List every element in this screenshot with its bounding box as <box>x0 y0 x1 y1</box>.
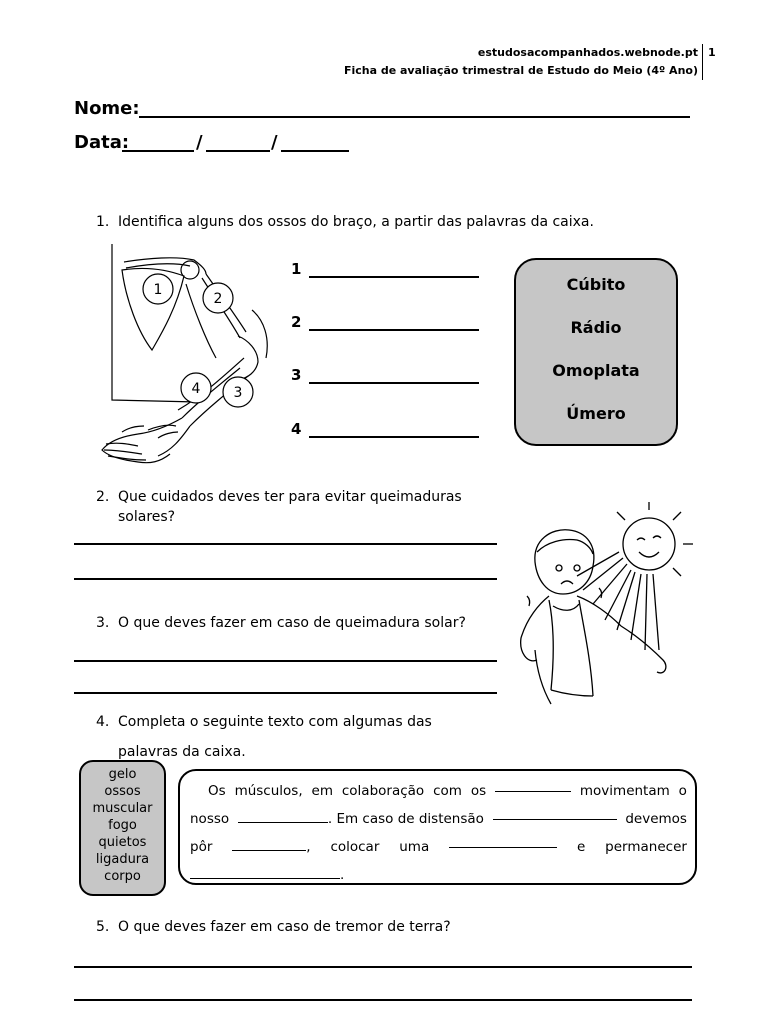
passage-line-3: pôr , colocar uma e permanecer <box>190 833 687 861</box>
question-2 <box>96 487 462 527</box>
question-text-cont: palavras da caixa. <box>118 744 246 760</box>
arm-bones-illustration <box>98 240 273 472</box>
word-cubito: Cúbito <box>566 275 626 294</box>
callout-2: 2 <box>213 291 223 307</box>
word-omoplata: Omoplata <box>552 361 640 380</box>
question-3 <box>96 613 466 633</box>
word-corpo: corpo <box>104 869 141 884</box>
date-separator: / <box>196 132 203 153</box>
passage-line-2: nosso . Em caso de distensão devemos <box>190 805 687 833</box>
bone-answer-1[interactable] <box>309 276 479 278</box>
name-label: Nome: <box>74 98 140 119</box>
word-fogo: fogo <box>108 818 137 833</box>
name-field[interactable] <box>139 116 690 118</box>
question-number: 2. <box>96 489 110 505</box>
bone-label-4: 4 <box>291 420 302 438</box>
bone-label-1: 1 <box>291 260 302 278</box>
answer-line-q2-1[interactable] <box>74 543 497 545</box>
header-site: estudosacompanhados.webnode.pt <box>477 46 698 59</box>
cloze-blank-5[interactable] <box>449 833 557 848</box>
callout-3: 3 <box>233 385 243 401</box>
answer-line-q5-1[interactable] <box>74 966 692 968</box>
word-ossos: ossos <box>104 784 141 799</box>
answer-line-q3-1[interactable] <box>74 660 497 662</box>
date-day-field[interactable] <box>122 150 194 152</box>
passage-line-4: . <box>190 861 687 889</box>
cloze-blank-3[interactable] <box>493 805 617 820</box>
date-year-field[interactable] <box>281 150 349 152</box>
bone-answer-3[interactable] <box>309 382 479 384</box>
bone-answer-2[interactable] <box>309 329 479 331</box>
question-1 <box>96 212 594 232</box>
question-number: 3. <box>96 615 110 631</box>
header-subtitle: Ficha de avaliação trimestral de Estudo do Meio (4º Ano) <box>343 64 698 77</box>
answer-line-q5-2[interactable] <box>74 999 692 1001</box>
word-ligadura: ligadura <box>95 852 150 867</box>
word-umero: Úmero <box>566 404 626 423</box>
bone-word-box <box>514 258 678 446</box>
answer-line-q2-2[interactable] <box>74 578 497 580</box>
question-5 <box>96 917 451 937</box>
bone-answer-4[interactable] <box>309 436 479 438</box>
page-number: 1 <box>708 46 716 59</box>
question-4 <box>96 707 432 767</box>
question-text: Identifica alguns dos ossos do braço, a partir das palavras da caixa. <box>118 214 594 230</box>
bone-label-2: 2 <box>291 313 302 331</box>
question-text: O que deves fazer em caso de queimadura solar? <box>118 615 466 631</box>
question-text: Completa o seguinte texto com algumas das <box>118 714 432 730</box>
word-radio: Rádio <box>570 318 622 337</box>
header <box>344 44 698 80</box>
header-divider <box>702 44 703 80</box>
answer-line-q3-2[interactable] <box>74 692 497 694</box>
cloze-passage <box>178 769 697 885</box>
question-text: O que deves fazer em caso de tremor de terra? <box>118 919 451 935</box>
sunburn-boy-illustration <box>513 500 703 714</box>
word-quietos: quietos <box>98 835 147 850</box>
question-number: 5. <box>96 919 110 935</box>
passage-line-1: Os músculos, em colaboração com os movimentam o <box>190 777 687 805</box>
word-bank-box <box>79 760 166 896</box>
question-text-cont: solares? <box>118 509 176 525</box>
callout-4: 4 <box>191 381 201 397</box>
date-label: Data: <box>74 132 130 153</box>
cloze-blank-4[interactable] <box>232 836 306 851</box>
cloze-blank-6[interactable] <box>190 864 340 879</box>
callout-1: 1 <box>153 282 163 298</box>
word-gelo: gelo <box>108 767 137 782</box>
cloze-blank-1[interactable] <box>495 777 571 792</box>
bone-label-3: 3 <box>291 366 302 384</box>
question-number: 4. <box>96 714 110 730</box>
question-number: 1. <box>96 214 110 230</box>
question-text: Que cuidados deves ter para evitar queimaduras <box>118 489 462 505</box>
date-separator: / <box>271 132 278 153</box>
cloze-blank-2[interactable] <box>238 808 328 823</box>
word-muscular: muscular <box>92 801 153 816</box>
date-month-field[interactable] <box>206 150 270 152</box>
